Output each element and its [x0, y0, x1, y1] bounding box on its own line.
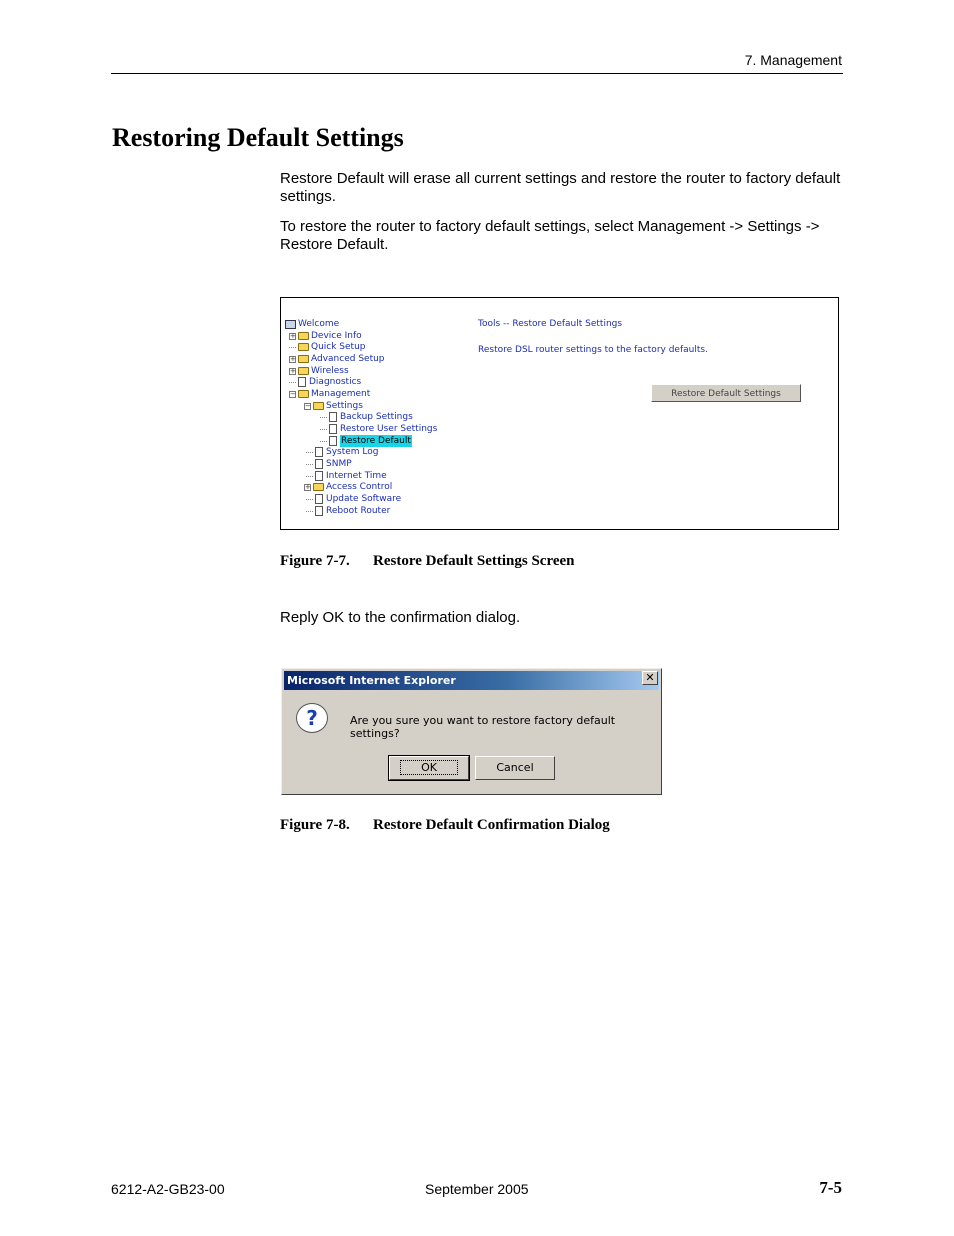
tree-item-quick-setup[interactable]: [289, 341, 366, 353]
figure-number: Figure 7-8.: [280, 817, 350, 833]
tree-label: Update Software: [326, 494, 402, 504]
tree-label: System Log: [326, 447, 379, 457]
figure-number: Figure 7-7.: [280, 553, 350, 569]
folder-open-icon: [298, 390, 309, 398]
tree-item-backup-settings[interactable]: [320, 411, 413, 423]
chapter-header: 7. Management: [744, 52, 842, 68]
paragraph-confirm: Reply OK to the confirmation dialog.: [280, 609, 521, 626]
folder-icon: [298, 355, 309, 363]
publication-date: September 2005: [425, 1181, 529, 1197]
page-number: 7-5: [819, 1178, 842, 1197]
tree-label: Management: [311, 389, 371, 399]
tree-item-diagnostics[interactable]: [289, 376, 361, 388]
page-icon: [315, 447, 323, 457]
tree-label: Settings: [326, 401, 363, 411]
ok-label: OK: [400, 760, 458, 775]
tree-connector: [306, 511, 313, 512]
content-description: Restore DSL router settings to the factory defaults.: [478, 345, 708, 355]
page-icon: [298, 377, 306, 387]
tree-label: Backup Settings: [340, 412, 413, 422]
section-title: Restoring Default Settings: [112, 123, 404, 152]
dialog-message: Are you sure you want to restore factory default settings?: [350, 714, 616, 740]
ok-button[interactable]: [389, 756, 469, 780]
tree-label: SNMP: [326, 459, 352, 469]
tree-item-update-software[interactable]: [306, 493, 401, 505]
restore-default-settings-button[interactable]: Restore Default Settings: [651, 384, 801, 402]
close-icon[interactable]: ✕: [642, 671, 658, 685]
tree-item-advanced-setup[interactable]: [289, 353, 385, 365]
computer-icon: [285, 320, 296, 329]
page-icon: [315, 459, 323, 469]
tree-label: Diagnostics: [309, 377, 362, 387]
tree-label: Advanced Setup: [311, 354, 385, 364]
page-icon: [315, 494, 323, 504]
page-icon: [329, 424, 337, 434]
tree-label-selected: Restore Default: [341, 436, 411, 446]
expand-icon[interactable]: +: [290, 354, 296, 363]
page-icon: [315, 471, 323, 481]
folder-icon: [298, 343, 309, 351]
collapse-icon[interactable]: −: [305, 401, 311, 410]
figure-title: Restore Default Settings Screen: [373, 553, 575, 569]
tree-item-management[interactable]: [289, 388, 370, 400]
folder-icon: [313, 483, 324, 491]
tree-label: Restore User Settings: [340, 424, 438, 434]
dialog-title-bar: [284, 671, 659, 690]
header-divider: [111, 73, 843, 74]
content-title: Tools -- Restore Default Settings: [478, 319, 623, 329]
tree-label: Quick Setup: [311, 342, 366, 352]
tree-connector: [306, 499, 313, 500]
figure-caption: [280, 553, 575, 570]
dialog-title: Microsoft Internet Explorer: [287, 674, 456, 687]
tree-label: Reboot Router: [326, 506, 391, 516]
cancel-button[interactable]: Cancel: [475, 756, 555, 780]
paragraph-instructions: To restore the router to factory default settings, select Management -> Settings -> Restore Default.: [280, 218, 820, 253]
question-icon: ?: [296, 703, 328, 733]
expand-icon[interactable]: +: [305, 482, 311, 491]
page-icon: [329, 436, 337, 446]
tree-label: Wireless: [311, 366, 349, 376]
tree-item-access-control[interactable]: [304, 481, 392, 493]
tree-item-system-log[interactable]: [306, 446, 379, 458]
tree-connector: [320, 429, 327, 430]
paragraph-intro: Restore Default will erase all current settings and restore the router to factory default settings.: [280, 170, 841, 205]
tree-connector: [320, 441, 327, 442]
page-icon: [315, 506, 323, 516]
collapse-icon[interactable]: −: [290, 389, 296, 398]
tree-connector: [306, 476, 313, 477]
tree-item-restore-user-settings[interactable]: [320, 423, 437, 435]
restore-default-screen: [280, 297, 839, 530]
tree-label: Internet Time: [326, 471, 387, 481]
tree-connector: [306, 464, 313, 465]
folder-open-icon: [313, 402, 324, 410]
tree-item-snmp[interactable]: [306, 458, 352, 470]
folder-icon: [298, 367, 309, 375]
confirmation-dialog: [281, 668, 662, 795]
tree-connector: [289, 382, 296, 383]
expand-icon[interactable]: +: [290, 366, 296, 375]
tree-connector: [320, 417, 327, 418]
tree-connector: [289, 347, 296, 348]
page-icon: [329, 412, 337, 422]
tree-label: Access Control: [326, 482, 393, 492]
document-number: 6212-A2-GB23-00: [111, 1181, 225, 1197]
tree-connector: [306, 452, 313, 453]
tree-item-welcome[interactable]: [285, 318, 339, 330]
expand-icon[interactable]: +: [290, 331, 296, 340]
tree-label: Device Info: [311, 331, 362, 341]
figure-title: Restore Default Confirmation Dialog: [373, 817, 610, 833]
tree-label: Welcome: [298, 319, 340, 329]
tree-item-reboot-router[interactable]: [306, 505, 390, 517]
figure-caption: [280, 817, 610, 834]
folder-icon: [298, 332, 309, 340]
